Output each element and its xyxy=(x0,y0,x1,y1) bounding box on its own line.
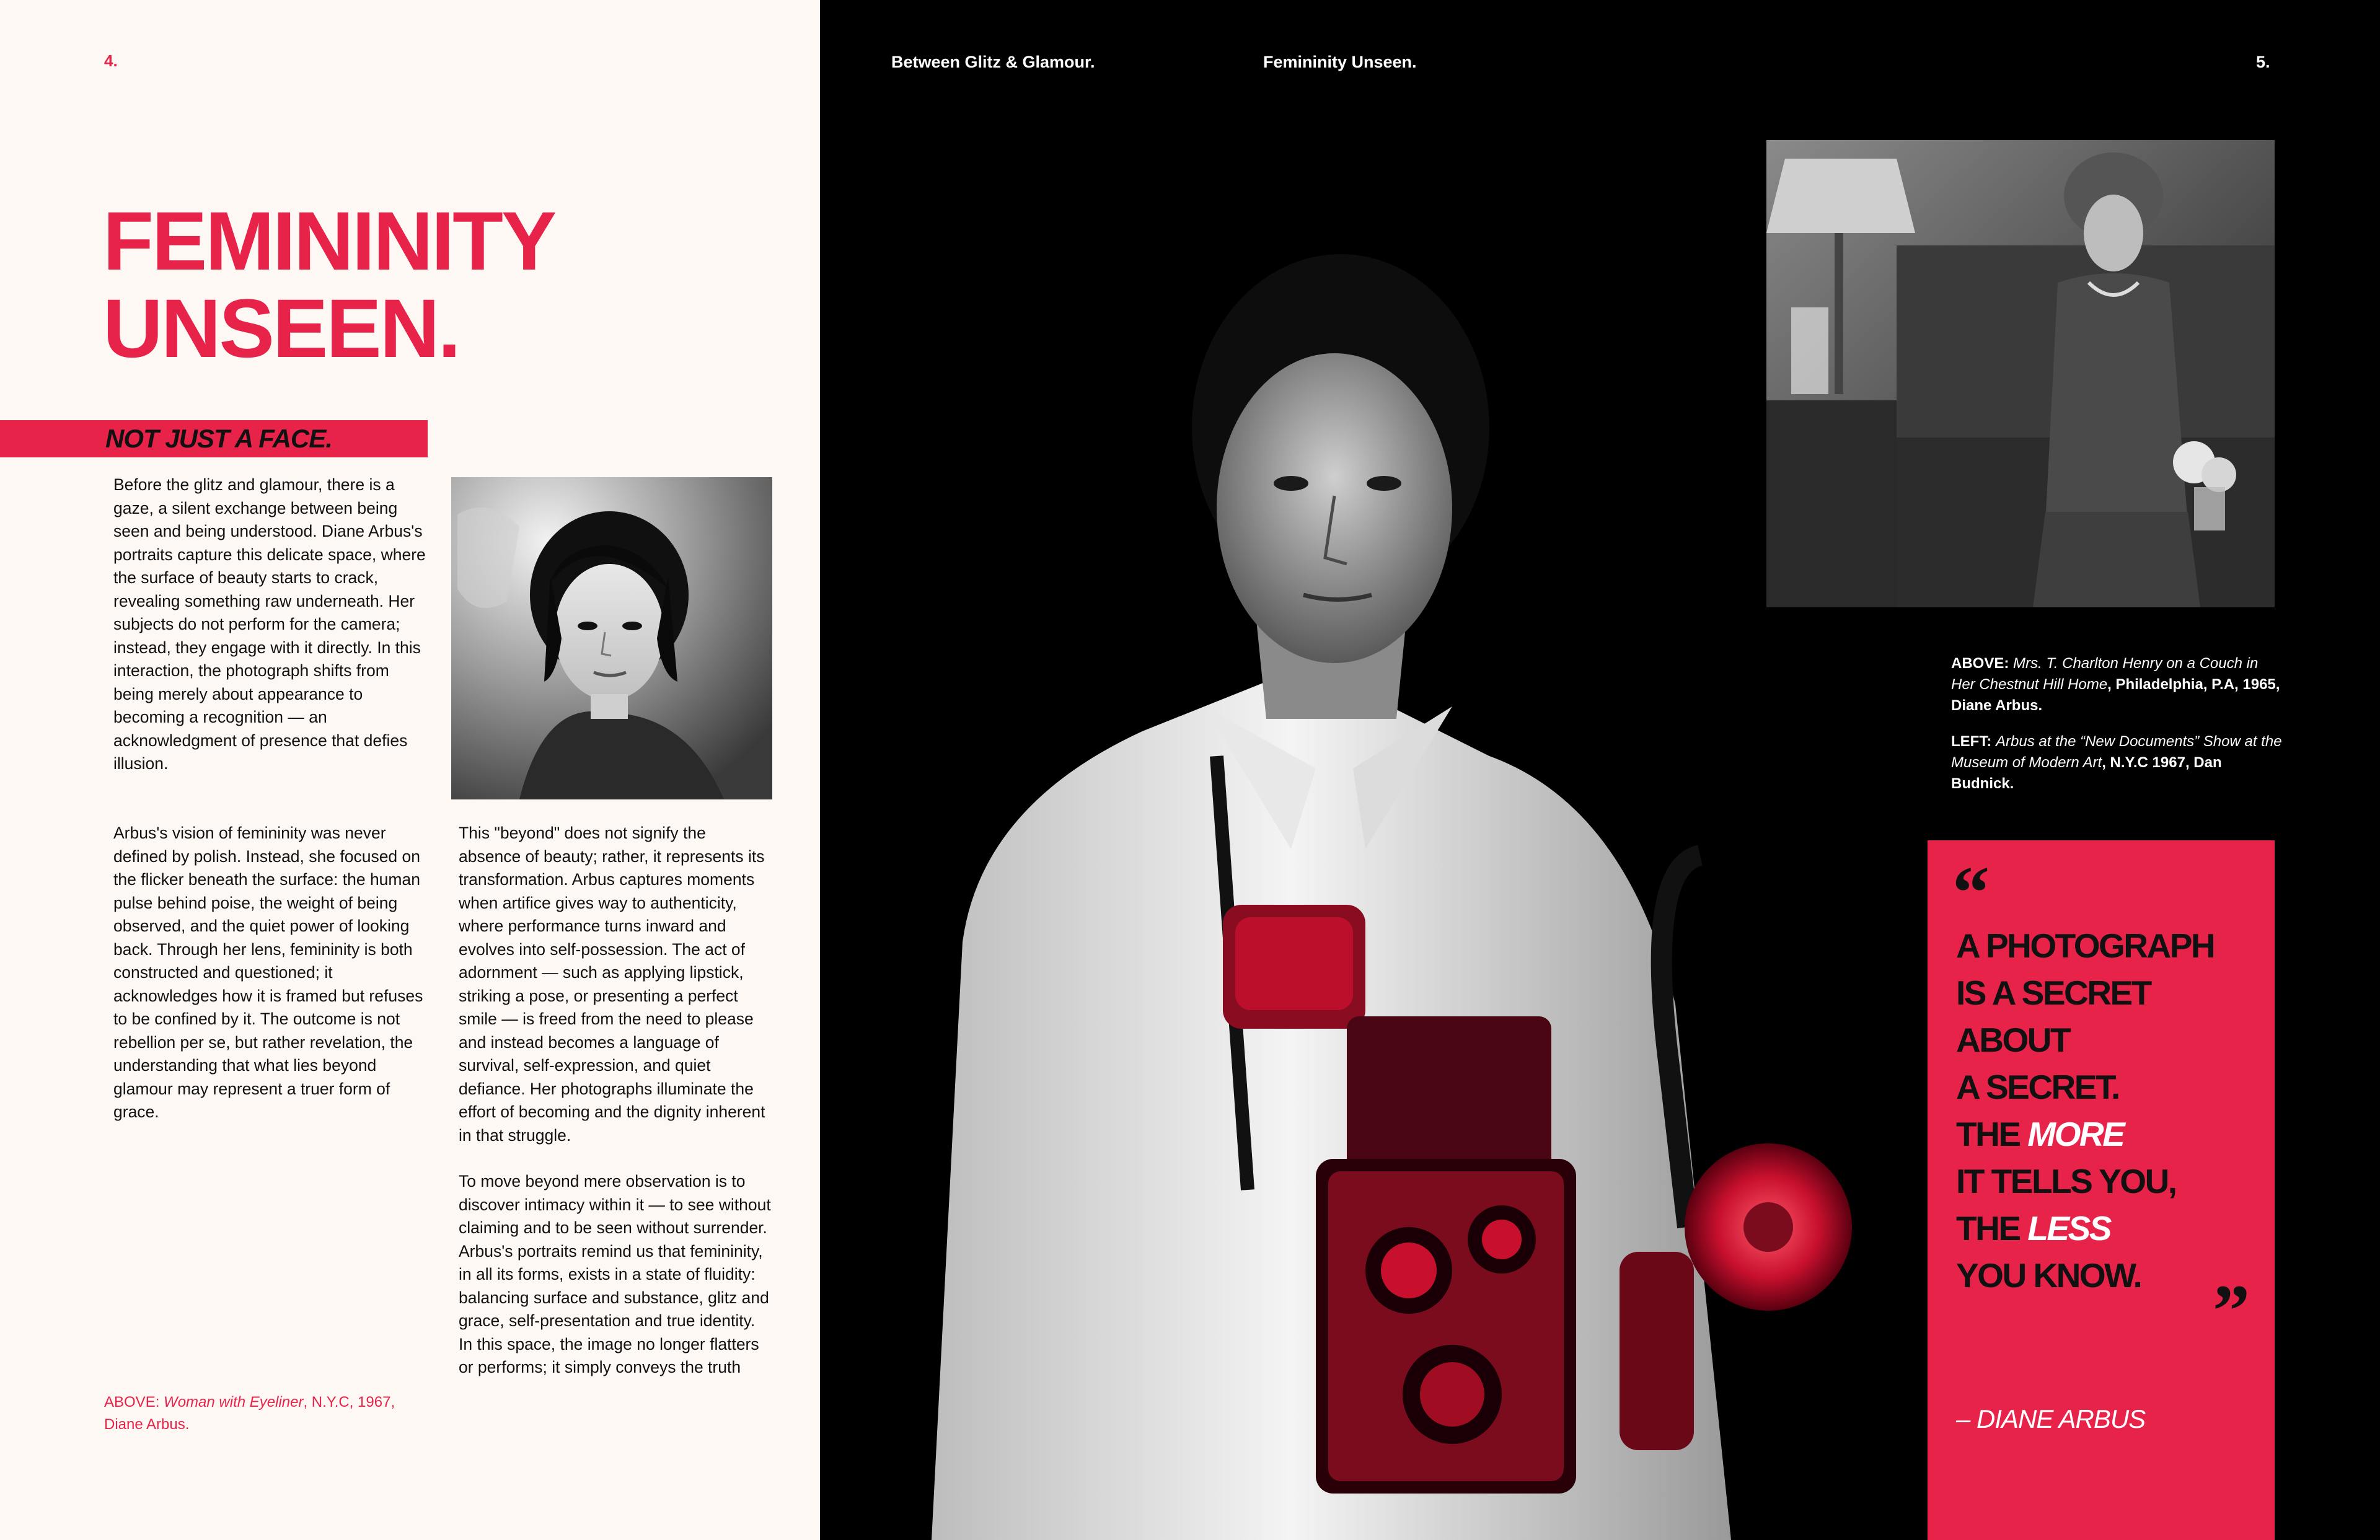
eyeliner-portrait-image xyxy=(451,477,772,799)
caption-arbus-title: Arbus at the “New Documents” Show at the Museum of Modern Art xyxy=(1951,733,2282,771)
paragraph-2: Arbus's vision of femininity was never defined by polish. Instead, she focused on the flicker beneath the surface: the human pulse behind poise, the weight of being observed, and the quiet power of looking back. Through her lens, femininity is both constructed and questioned; it acknowledges how it is framed but refuses to be confined by it. The outcome is not rebellion per se, but rather revelation, the understanding that what lies beyond glamour may represent a truer form of grace. xyxy=(113,824,423,1121)
caption-henry-label: ABOVE: xyxy=(1951,655,2014,672)
body-column-1-bottom xyxy=(113,822,428,1147)
caption-label: ABOVE: xyxy=(104,1394,164,1410)
quote-line-4: A SECRET. xyxy=(1956,1068,2119,1106)
quote-line-1: A PHOTOGRAPH xyxy=(1956,926,2215,965)
photo-woman-with-eyeliner xyxy=(451,477,772,799)
caption-henry xyxy=(1951,653,2286,716)
quote-line-5 xyxy=(1956,1111,2266,1158)
paragraph-1: Before the glitz and glamour, there is a gaze, a silent exchange between being seen and being understood. Diane Arbus's portraits capture this delicate space, where the surface of beauty starts to crack, revealing something raw underneath. Her subjects do not perform for the camera; instead, they engage with it directly. In this interaction, the photograph shifts from being merely about appearance to becoming a recognition — an acknowledgment of presence that defies illusion. xyxy=(113,475,426,773)
caption-woman-with-eyeliner xyxy=(104,1391,426,1436)
paragraph-3: This "beyond" does not signify the absence of beauty; rather, it represents its transformation. Arbus captures moments when artifice gives way to authenticity, where performance turns inward and evolves into self-possession. The act of adornment — such as applying lipstick, striking a pose, or presenting a perfect smile — is freed from the need to please and instead becomes a language of survival, self-expression, and quiet defiance. Her photographs illuminate the effort of becoming and the dignity inherent in that struggle. xyxy=(459,824,765,1145)
quote-line-5-a: THE xyxy=(1956,1115,2028,1153)
caption-details: , N.Y.C, 1967, Diane Arbus. xyxy=(104,1394,395,1433)
page-number-right: 5. xyxy=(2256,53,2270,71)
quote-line-3: ABOUT xyxy=(1956,1021,2070,1059)
paragraph-4: To move beyond mere observation is to discover intimacy within it — to see without claiming and to be seen without surrender. Arbus's portraits remind us that femininity, in all its forms, exists in a state of fluidity: balancing surface and substance, glitz and grace, self-presentation and true identity. In this space, the image no longer flatters or performs; it simply conveys the truth xyxy=(459,1172,771,1376)
caption-title: Woman with Eyeliner xyxy=(164,1394,304,1410)
article-title xyxy=(103,195,555,375)
page-number-left: 4. xyxy=(104,51,118,70)
open-quote-icon: “ xyxy=(1952,851,1990,933)
quote-line-8: YOU KNOW. xyxy=(1956,1256,2141,1295)
photo-mrs-charlton-henry xyxy=(1766,140,2275,607)
quote-line-7 xyxy=(1956,1205,2266,1252)
body-column-2 xyxy=(459,822,772,1402)
close-quote-icon: ” xyxy=(2213,1269,2250,1352)
quote-emphasis-more: MORE xyxy=(2027,1115,2124,1153)
running-header-publication: Between Glitz & Glamour. xyxy=(891,53,1095,71)
right-captions xyxy=(1951,653,2286,809)
henry-portrait-image xyxy=(1766,140,2275,607)
caption-arbus-details: , N.Y.C 1967, Dan Budnick. xyxy=(1951,754,2222,792)
quote-line-2: IS A SECRET xyxy=(1956,974,2151,1012)
title-line-1: FEMININITY xyxy=(103,195,555,288)
caption-arbus xyxy=(1951,731,2286,794)
quote-line-6: IT TELLS YOU, xyxy=(1956,1162,2176,1200)
quote-emphasis-less: LESS xyxy=(2027,1209,2110,1247)
title-line-2: UNSEEN. xyxy=(103,282,459,375)
quote-line-7-a: THE xyxy=(1956,1209,2028,1247)
quote-attribution: – DIANE ARBUS xyxy=(1956,1404,2146,1433)
body-column-1-top xyxy=(113,473,428,799)
caption-henry-title: Mrs. T. Charlton Henry on a Couch in Her Chestnut Hill Home xyxy=(1951,655,2259,693)
subtitle: NOT JUST A FACE. xyxy=(105,424,332,453)
running-header-section: Femininity Unseen. xyxy=(1263,53,1417,71)
caption-arbus-label: LEFT: xyxy=(1951,733,1996,750)
pull-quote xyxy=(1956,922,2266,1299)
caption-henry-details: , Philadelphia, P.A, 1965, Diane Arbus. xyxy=(1951,676,2280,714)
